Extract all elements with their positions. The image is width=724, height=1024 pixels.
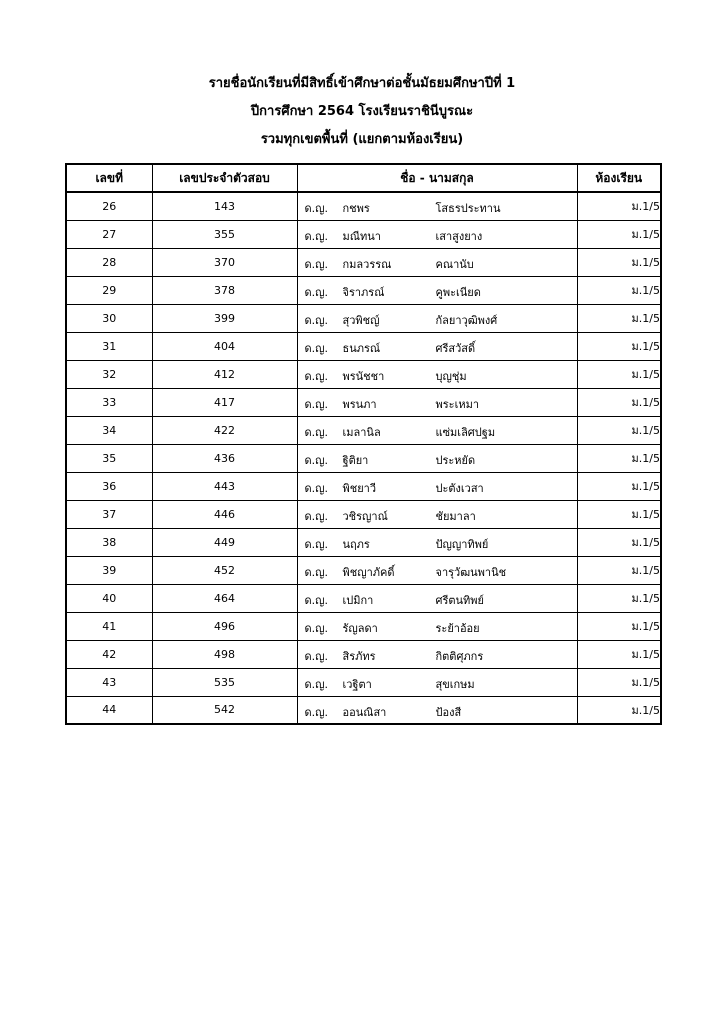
last-name: กิตติศุภกร — [435, 649, 484, 663]
row-exam-id: 143 — [152, 192, 297, 220]
row-number: 34 — [66, 416, 152, 444]
first-name: เมลานิล — [342, 425, 381, 439]
name-prefix: ด.ญ. — [304, 677, 329, 691]
table-row — [66, 696, 661, 724]
row-exam-id: 498 — [152, 640, 297, 668]
row-exam-id: 422 — [152, 416, 297, 444]
header-full-name: ชื่อ - นามสกุล — [297, 164, 577, 192]
first-name: นฤภร — [342, 537, 370, 551]
last-name: ระย้าอ้อย — [435, 621, 480, 635]
row-classroom: ม.1/5 — [577, 640, 661, 668]
row-number: 41 — [66, 612, 152, 640]
header-classroom: ห้องเรียน — [577, 164, 661, 192]
row-exam-id: 446 — [152, 500, 297, 528]
first-name: มณีทนา — [342, 229, 381, 243]
first-name: กมลวรรณ — [342, 257, 392, 271]
first-name: พรนภา — [342, 397, 377, 411]
row-full-name — [297, 332, 577, 360]
name-prefix: ด.ญ. — [304, 202, 329, 215]
row-classroom: ม.1/5 — [577, 612, 661, 640]
last-name: ศรีสวัสดิ์ — [435, 341, 476, 355]
row-number: 36 — [66, 472, 152, 500]
table-row — [66, 360, 661, 388]
row-number: 26 — [66, 192, 152, 220]
name-prefix: ด.ญ. — [304, 257, 329, 271]
row-exam-id: 412 — [152, 360, 297, 388]
row-number: 31 — [66, 332, 152, 360]
first-name: ธนภรณ์ — [342, 341, 381, 355]
first-name: สุวพิชญ์ — [342, 313, 380, 327]
row-exam-id: 449 — [152, 528, 297, 556]
document-title: รายชื่อนักเรียนที่มีสิทธิ์เข้าศึกษาต่อชั้นมัธยมศึกษาปีที่ 1 — [208, 76, 516, 91]
last-name: บุญชุ่ม — [435, 369, 467, 383]
row-classroom: ม.1/5 — [577, 388, 661, 416]
last-name: ศรีตนทิพย์ — [435, 593, 485, 607]
last-name: สุขเกษม — [435, 677, 475, 691]
table-row — [66, 668, 661, 696]
row-number: 40 — [66, 584, 152, 612]
row-exam-id: 452 — [152, 556, 297, 584]
row-number: 33 — [66, 388, 152, 416]
first-name: วชิรญาณ์ — [342, 509, 388, 523]
row-classroom: ม.1/5 — [577, 472, 661, 500]
row-exam-id: 399 — [152, 304, 297, 332]
last-name: ประหยัด — [435, 453, 476, 467]
row-number: 38 — [66, 528, 152, 556]
row-full-name — [297, 304, 577, 332]
first-name: พิชญาภัคดิ์ — [342, 565, 395, 579]
row-number: 42 — [66, 640, 152, 668]
row-full-name — [297, 416, 577, 444]
row-full-name — [297, 556, 577, 584]
table-row — [66, 612, 661, 640]
name-prefix: ด.ญ. — [304, 369, 329, 383]
row-classroom: ม.1/5 — [577, 276, 661, 304]
row-full-name — [297, 248, 577, 276]
row-classroom: ม.1/5 — [577, 192, 661, 220]
row-classroom: ม.1/5 — [577, 528, 661, 556]
first-name: เปมิกา — [342, 593, 374, 607]
row-number: 44 — [66, 696, 152, 724]
first-name: รัญลดา — [342, 621, 378, 635]
table-row — [66, 472, 661, 500]
last-name: กัลยาวุฒิพงศ์ — [435, 313, 498, 327]
table-row — [66, 528, 661, 556]
row-exam-id: 443 — [152, 472, 297, 500]
row-classroom: ม.1/5 — [577, 584, 661, 612]
row-exam-id: 542 — [152, 696, 297, 724]
row-classroom: ม.1/5 — [577, 248, 661, 276]
row-classroom: ม.1/5 — [577, 668, 661, 696]
row-number: 39 — [66, 556, 152, 584]
row-classroom: ม.1/5 — [577, 416, 661, 444]
table-header-row — [66, 164, 661, 192]
student-table — [65, 163, 662, 725]
row-number: 30 — [66, 304, 152, 332]
name-prefix: ด.ญ. — [304, 649, 329, 663]
row-exam-id: 496 — [152, 612, 297, 640]
row-classroom: ม.1/5 — [577, 556, 661, 584]
row-classroom: ม.1/5 — [577, 444, 661, 472]
table-row — [66, 248, 661, 276]
row-number: 29 — [66, 276, 152, 304]
row-full-name — [297, 388, 577, 416]
row-full-name — [297, 612, 577, 640]
row-exam-id: 535 — [152, 668, 297, 696]
last-name: คูพะเนียด — [435, 285, 481, 299]
header-number: เลขที่ — [66, 164, 152, 192]
row-full-name — [297, 640, 577, 668]
row-full-name — [297, 696, 577, 724]
row-exam-id: 378 — [152, 276, 297, 304]
table-row — [66, 276, 661, 304]
table-row — [66, 556, 661, 584]
last-name: โสธรประทาน — [435, 202, 501, 215]
row-full-name — [297, 472, 577, 500]
table-row — [66, 192, 661, 220]
table-row — [66, 444, 661, 472]
row-full-name — [297, 220, 577, 248]
row-full-name — [297, 528, 577, 556]
name-prefix: ด.ญ. — [304, 453, 329, 467]
row-exam-id: 417 — [152, 388, 297, 416]
row-exam-id: 436 — [152, 444, 297, 472]
row-number: 32 — [66, 360, 152, 388]
name-prefix: ด.ญ. — [304, 565, 329, 579]
row-full-name — [297, 500, 577, 528]
row-classroom: ม.1/5 — [577, 304, 661, 332]
row-full-name — [297, 444, 577, 472]
table-row — [66, 304, 661, 332]
last-name: พระเหมา — [435, 397, 480, 411]
name-prefix: ด.ญ. — [304, 705, 329, 719]
first-name: สิรภัทร — [342, 649, 376, 663]
first-name: เวฐิตา — [342, 677, 372, 691]
row-exam-id: 370 — [152, 248, 297, 276]
row-exam-id: 404 — [152, 332, 297, 360]
first-name: ออนณิสา — [342, 705, 387, 719]
name-prefix: ด.ญ. — [304, 621, 329, 635]
row-full-name — [297, 276, 577, 304]
row-classroom: ม.1/5 — [577, 696, 661, 724]
row-full-name — [297, 668, 577, 696]
first-name: พรนัชชา — [342, 369, 385, 383]
row-exam-id: 464 — [152, 584, 297, 612]
first-name: กชพร — [342, 202, 370, 215]
last-name: เสาสูงยาง — [435, 229, 483, 243]
name-prefix: ด.ญ. — [304, 593, 329, 607]
name-prefix: ด.ญ. — [304, 313, 329, 327]
first-name: ฐิติยา — [342, 453, 369, 467]
row-number: 27 — [66, 220, 152, 248]
table-row — [66, 220, 661, 248]
row-full-name — [297, 584, 577, 612]
row-full-name — [297, 192, 577, 220]
header-exam-id: เลขประจำตัวสอบ — [152, 164, 297, 192]
last-name: จารุวัฒนพานิช — [435, 565, 507, 579]
row-classroom: ม.1/5 — [577, 332, 661, 360]
row-classroom: ม.1/5 — [577, 500, 661, 528]
name-prefix: ด.ญ. — [304, 285, 329, 299]
last-name: แซ่มเลิศปฐม — [435, 425, 496, 439]
row-number: 35 — [66, 444, 152, 472]
name-prefix: ด.ญ. — [304, 481, 329, 495]
row-classroom: ม.1/5 — [577, 360, 661, 388]
name-prefix: ด.ญ. — [304, 229, 329, 243]
document-subtitle: ปีการศึกษา 2564 โรงเรียนราชินีบูรณะ — [250, 104, 474, 119]
table-row — [66, 416, 661, 444]
table-row — [66, 332, 661, 360]
last-name: ป้องสี — [435, 705, 462, 719]
name-prefix: ด.ญ. — [304, 341, 329, 355]
first-name: จิราภรณ์ — [342, 285, 385, 299]
last-name: ปะตังเวสา — [435, 481, 484, 495]
table-row — [66, 388, 661, 416]
table-row — [66, 584, 661, 612]
last-name: ชัยมาลา — [435, 509, 476, 523]
name-prefix: ด.ญ. — [304, 425, 329, 439]
row-number: 43 — [66, 668, 152, 696]
name-prefix: ด.ญ. — [304, 397, 329, 411]
row-classroom: ม.1/5 — [577, 220, 661, 248]
row-exam-id: 355 — [152, 220, 297, 248]
row-full-name — [297, 360, 577, 388]
table-body — [66, 192, 661, 724]
last-name: ปัญญาทิพย์ — [435, 537, 489, 551]
name-prefix: ด.ญ. — [304, 537, 329, 551]
table-row — [66, 640, 661, 668]
row-number: 37 — [66, 500, 152, 528]
last-name: คณานับ — [435, 257, 474, 271]
name-prefix: ด.ญ. — [304, 509, 329, 523]
table-row — [66, 500, 661, 528]
row-number: 28 — [66, 248, 152, 276]
document-subheading: รวมทุกเขตพื้นที่ (แยกตามห้องเรียน) — [260, 132, 464, 147]
first-name: พิชยาวี — [342, 481, 377, 495]
